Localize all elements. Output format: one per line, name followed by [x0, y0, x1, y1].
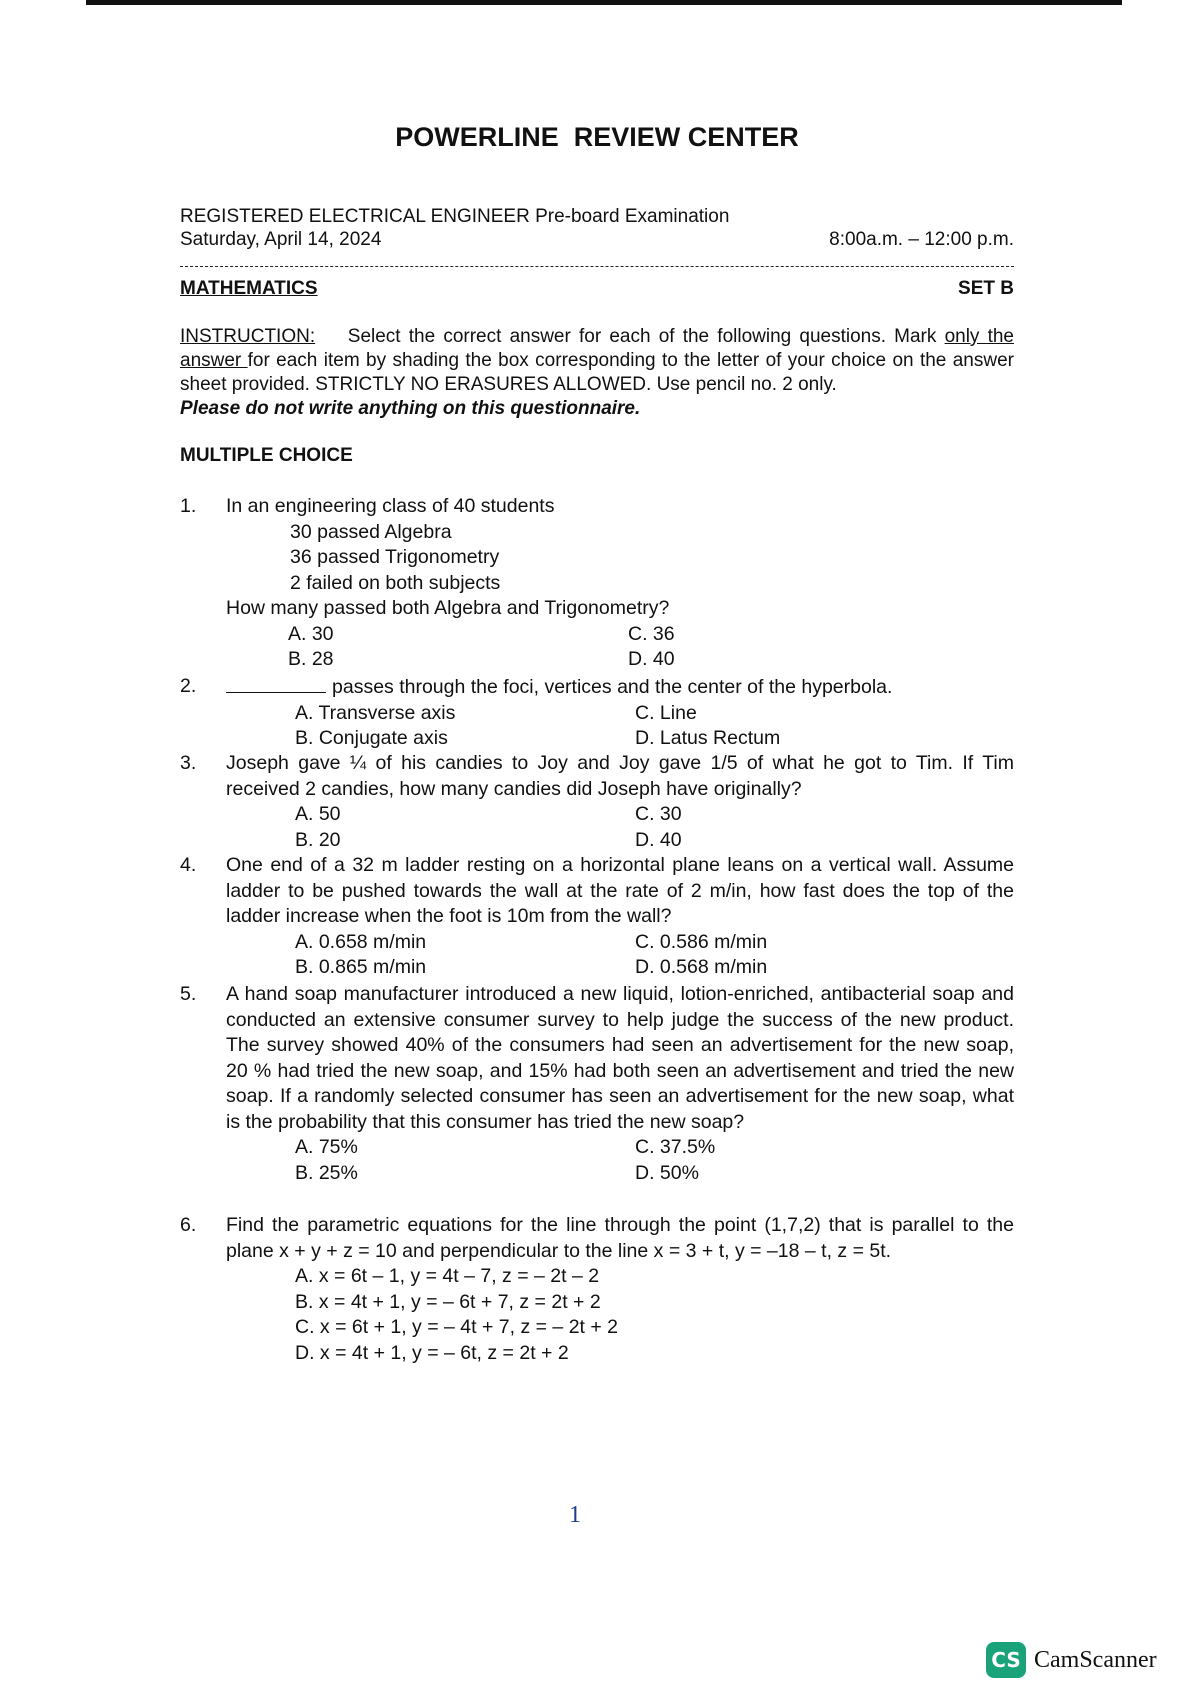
page-number: 1	[569, 1502, 581, 1528]
choice-d: D. 50%	[635, 1161, 699, 1184]
instruction-block	[180, 325, 1014, 421]
page-title: POWERLINE REVIEW CENTER	[395, 122, 799, 152]
choice-b: B. Conjugate axis	[295, 727, 448, 749]
question-3	[180, 751, 1014, 853]
question-number: 3.	[180, 752, 197, 774]
choice-a: A. 75%	[295, 1136, 358, 1158]
answer-choices	[295, 701, 1014, 752]
choice-c: C. x = 6t + 1, y = – 4t + 7, z = – 2t + 2	[295, 1316, 619, 1338]
choice-d: D. x = 4t + 1, y = – 6t, z = 2t + 2	[295, 1341, 569, 1364]
answer-choices	[295, 802, 1014, 853]
question-1	[180, 494, 1014, 673]
multiple-choice-heading: MULTIPLE CHOICE	[180, 445, 353, 466]
question-text: One end of a 32 m ladder resting on a horizontal plane leans on a vertical wall. Assume ladder to be pushed towards the wall at the rate of 2 m/in, how fast does the top of the ladder increase when the foot is 10m from the wall?	[226, 854, 1014, 927]
question-text-content: passes through the foci, vertices and the center of the hyperbola.	[332, 676, 893, 698]
question-detail: 2 failed on both subjects	[290, 571, 501, 594]
question-number: 4.	[180, 854, 197, 876]
answer-choices	[295, 1135, 1014, 1186]
choice-b: B. 25%	[295, 1161, 358, 1184]
choice-a: A. Transverse axis	[295, 701, 456, 724]
exam-date: Saturday, April 14, 2024	[180, 229, 382, 250]
choice-b: B. 28	[288, 648, 334, 670]
choice-b: B. 20	[295, 828, 341, 851]
choice-a: A. x = 6t – 1, y = 4t – 7, z = – 2t – 2	[295, 1265, 600, 1287]
section-row	[180, 277, 1014, 301]
choice-a: A. 30	[288, 622, 334, 645]
question-prompt: How many passed both Algebra and Trigonometry?	[226, 597, 670, 619]
instruction-text-1: Select the correct answer for each of the following questions. Mark	[347, 326, 945, 347]
question-text: Find the parametric equations for the line through the point (1,7,2) that is parallel to the plane x + y + z = 10 and perpendicular to the line x = 3 + t, y = –18 – t, z = 5t.	[226, 1214, 1014, 1262]
choice-a: A. 0.658 m/min	[295, 930, 427, 953]
choice-a: A. 50	[295, 803, 341, 825]
subject-label: MATHEMATICS	[180, 278, 318, 299]
question-text: A hand soap manufacturer introduced a new liquid, lotion-enriched, antibacterial soap and conducted an extensive consumer survey to help judge the success of the new product. The survey showed 40% of the consumers had seen an advertisement for the new soap, 20 % had tried the new soap, and 15% had both seen an advertisement and tried the new soap. If a randomly selected consumer has seen an advertisement for the new soap, what is the probability that this consumer has tried the new soap?	[226, 983, 1014, 1133]
question-text	[226, 674, 1014, 701]
instruction-underlined: only the answer	[180, 326, 1014, 371]
camscanner-label: CamScanner	[1034, 1646, 1157, 1673]
choice-c: C. 37.5%	[635, 1136, 716, 1158]
question-detail: 36 passed Trigonometry	[290, 546, 500, 568]
exam-time: 8:00a.m. – 12:00 p.m.	[829, 229, 1014, 250]
choice-d: D. 40	[628, 648, 675, 670]
choice-d: D. Latus Rectum	[635, 727, 781, 749]
choice-d: D. 40	[635, 828, 682, 851]
choice-c: C. 36	[628, 622, 675, 645]
question-6	[180, 1213, 1014, 1366]
choice-c: C. 0.586 m/min	[635, 930, 768, 953]
date-time-row	[180, 228, 1014, 252]
question-text: In an engineering class of 40 students	[226, 495, 555, 517]
question-number: 1.	[180, 495, 197, 517]
instruction-text-2: for each item by shading the box corresponding to the letter of your choice on the answer sheet provided. STRICTLY NO ERASURES ALLOWED. Use pencil no. 2 only.	[180, 350, 1014, 395]
instruction-label: INSTRUCTION:	[180, 326, 316, 347]
question-4	[180, 853, 1014, 981]
camscanner-watermark	[986, 1642, 1157, 1678]
answer-blank	[226, 674, 326, 693]
question-detail: 30 passed Algebra	[290, 520, 452, 543]
choice-b: B. x = 4t + 1, y = – 6t + 7, z = 2t + 2	[295, 1290, 601, 1313]
choice-c: C. 30	[635, 803, 682, 825]
set-label: SET B	[958, 278, 1014, 299]
choice-c: C. Line	[635, 701, 697, 724]
choice-d: D. 0.568 m/min	[635, 956, 768, 978]
answer-choices	[288, 622, 1014, 673]
question-number: 6.	[180, 1214, 197, 1236]
question-2	[180, 674, 1014, 752]
question-5	[180, 982, 1014, 1186]
question-number: 2.	[180, 675, 197, 697]
exam-title: REGISTERED ELECTRICAL ENGINEER Pre-board Examination	[180, 206, 730, 227]
camscanner-logo-icon: CS	[986, 1642, 1026, 1678]
dashed-divider	[180, 266, 1014, 267]
question-number: 5.	[180, 983, 197, 1005]
choice-b: B. 0.865 m/min	[295, 956, 427, 978]
question-text: Joseph gave ¼ of his candies to Joy and Joy gave 1/5 of what he got to Tim. If Tim received 2 candies, how many candies did Joseph have originally?	[226, 752, 1014, 800]
instruction-note: Please do not write anything on this questionnaire.	[180, 398, 641, 419]
answer-choices	[295, 930, 1014, 981]
top-border-rule	[86, 0, 1122, 5]
